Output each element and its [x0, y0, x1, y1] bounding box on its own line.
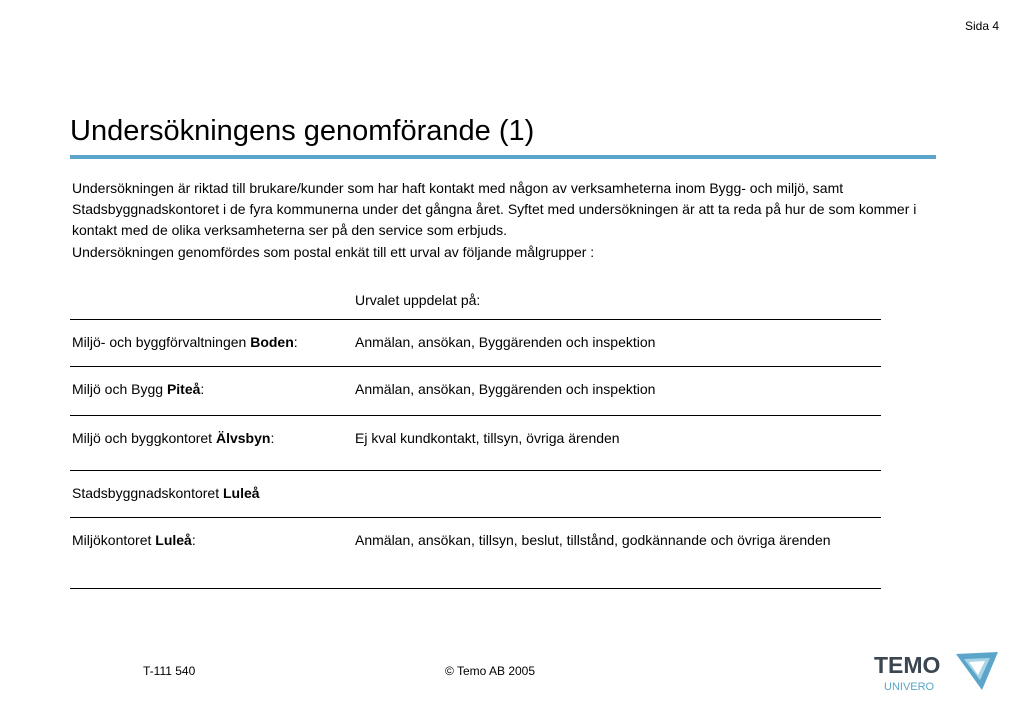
logo-brand-text: TEMO [874, 652, 941, 678]
org-cell [70, 379, 355, 415]
intro-paragraph-1: Undersökningen är riktad till brukare/kunder som har haft kontakt med någon av verksamheterna inom Bygg- och miljö, samt Stadsbyggnadskontoret i de fyra kommunerna under det gångna året. Syftet med undersökningen är att ta reda på hur de som kommer i kontakt med de olika verksamheterna ser på den service som erbjuds. [72, 180, 917, 238]
org-prefix: Stadsbyggnadskontoret [72, 485, 223, 501]
scope-cell: Anmälan, ansökan, tillsyn, beslut, tillstånd, godkännande och övriga ärenden [355, 532, 831, 548]
org-place: Boden [250, 334, 294, 350]
org-prefix: Miljö- och byggförvaltningen [72, 334, 251, 350]
logo-mark-icon [956, 652, 998, 690]
org-place: Luleå [155, 532, 192, 548]
org-cell [70, 530, 355, 588]
table-row [70, 416, 881, 471]
org-suffix: : [191, 532, 196, 548]
org-suffix: : [293, 334, 298, 350]
org-cell [70, 428, 355, 470]
copyright-notice: © Temo AB 2005 [445, 664, 536, 678]
org-prefix: Miljö och byggkontoret [72, 430, 216, 446]
table-header-empty-cell [70, 290, 355, 319]
page-title: Undersökningens genomförande (1) [70, 115, 535, 147]
scope-cell: Ej kval kundkontakt, tillsyn, övriga ärenden [355, 430, 620, 446]
table-row [70, 471, 881, 518]
org-prefix: Miljökontoret [72, 532, 156, 548]
org-suffix: : [200, 381, 205, 397]
intro-text [72, 178, 952, 264]
scope-cell: Anmälan, ansökan, Byggärenden och inspektion [355, 381, 656, 397]
scope-cell: Anmälan, ansökan, Byggärenden och inspektion [355, 334, 656, 350]
target-groups-table [70, 284, 881, 589]
org-suffix: : [270, 430, 275, 446]
scope-cell [260, 483, 881, 517]
page-number: Sida 4 [964, 19, 999, 33]
table-row [70, 367, 881, 416]
table-header-row [70, 284, 881, 320]
org-cell [70, 332, 355, 366]
table-row [70, 320, 881, 367]
org-cell [70, 483, 260, 517]
org-prefix: Miljö och Bygg [72, 381, 167, 397]
document-code: T-111 540 [143, 664, 196, 678]
org-place: Luleå [223, 485, 260, 501]
title-underline [70, 155, 936, 159]
intro-paragraph-2: Undersökningen genomfördes som postal enkät till ett urval av följande målgrupper : [72, 244, 595, 260]
table-row [70, 518, 881, 589]
temo-logo [872, 648, 1002, 696]
logo-sub-text: UNIVERO [884, 681, 935, 693]
org-place: Älvsbyn [215, 430, 271, 446]
table-header-cell: Urvalet uppdelat på: [355, 292, 481, 308]
org-place: Piteå [166, 381, 201, 397]
